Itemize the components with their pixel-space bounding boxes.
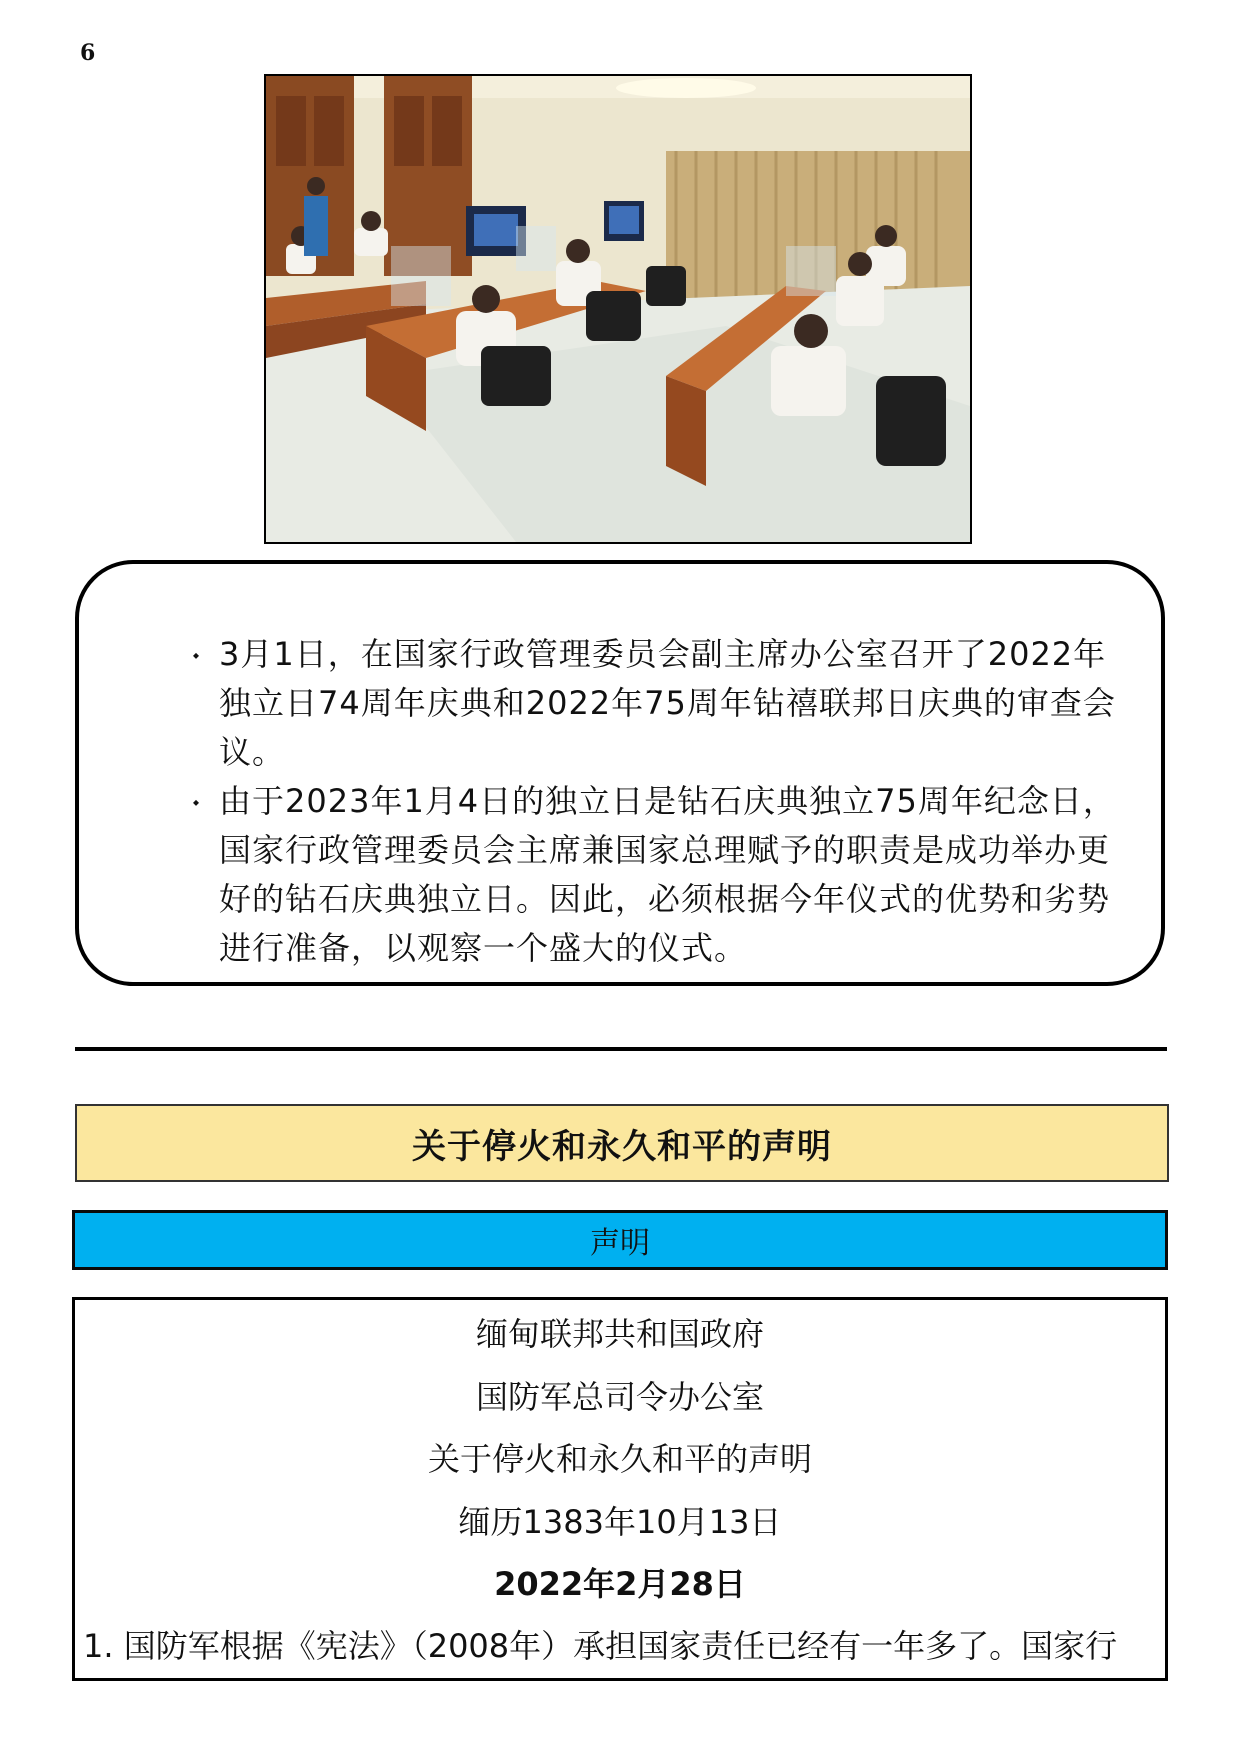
statement-box [72,1297,1168,1681]
meeting-photo [264,74,972,544]
page-number: 6 [80,40,96,66]
summary-bullet-text: 3月1日，在国家行政管理委员会副主席办公室召开了2022年独立日74周年庆典和2022年75周年钻禧联邦日庆典的审查会议。 [219,635,1116,771]
section-divider [75,1047,1167,1051]
diamond-bullet-icon: ⬩ [192,792,200,813]
summary-bullet-item [109,630,1133,777]
section-heading: 关于停火和永久和平的声明 [75,1104,1169,1182]
diamond-bullet-icon: ⬩ [192,645,200,666]
summary-bullet-list [109,630,1133,973]
summary-bullet-item [109,777,1133,973]
statement-label-bar: 声明 [72,1210,1168,1270]
statement-office: 国防军总司令办公室 [475,1378,764,1416]
statement-date: 2022年2月28日 [494,1565,746,1603]
statement-paragraph: 1. 国防军根据《宪法》（2008年）承担国家责任已经有一年多了。国家行 [83,1627,1118,1665]
statement-title: 关于停火和永久和平的声明 [427,1440,812,1478]
summary-box [75,560,1165,986]
statement-government: 缅甸联邦共和国政府 [475,1315,764,1353]
statement-myanmar-date: 缅历1383年10月13日 [458,1503,782,1541]
summary-bullet-text: 由于2023年1月4日的独立日是钻石庆典独立75周年纪念日，国家行政管理委员会主席兼国家总理赋予的职责是成功举办更好的钻石庆典独立日。因此，必须根据今年仪式的优势和劣势进行准备，以观察一个盛大的仪式。 [219,782,1116,967]
